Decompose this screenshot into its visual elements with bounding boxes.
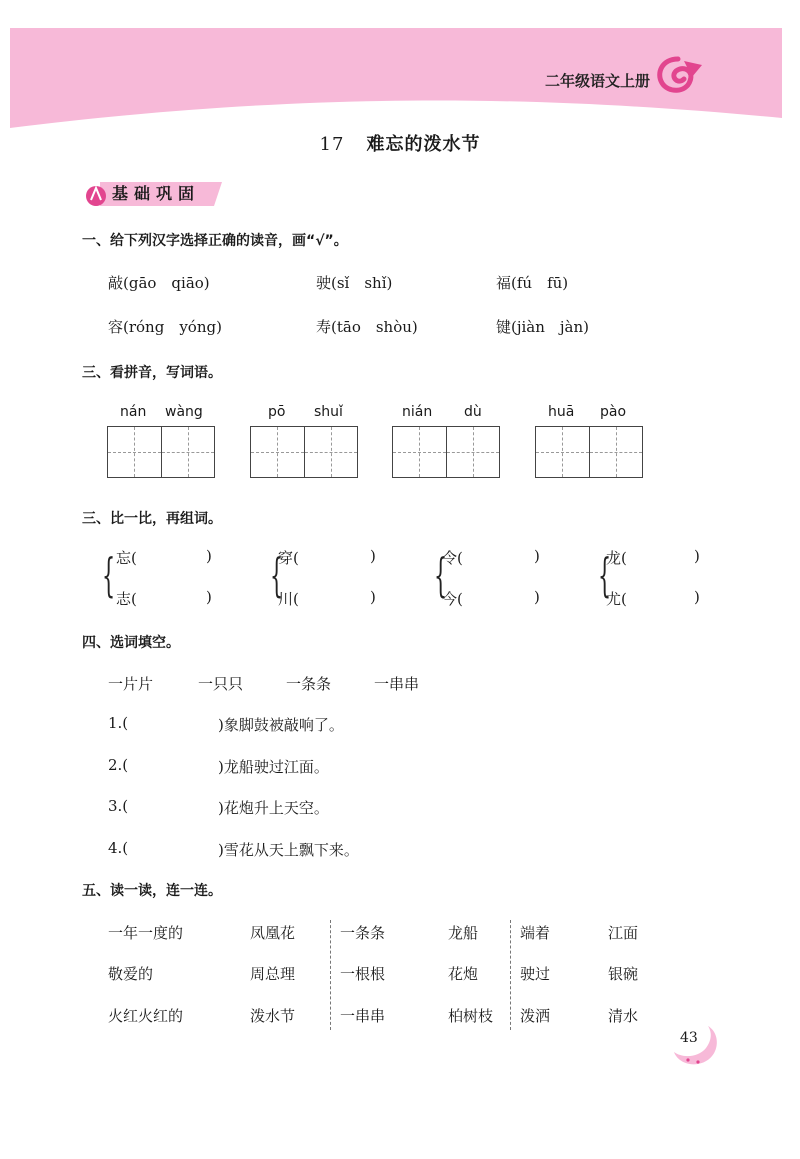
compare-char: 龙( [606, 549, 627, 567]
word-option: 一只只 [198, 675, 244, 693]
sentence-number: 4.( [108, 839, 129, 857]
book-label: 二年级语文上册 [544, 72, 650, 90]
close-paren: ) [206, 547, 212, 565]
match-word[interactable]: 一年一度的 [108, 924, 184, 942]
match-word[interactable]: 龙船 [448, 924, 479, 942]
close-paren: ) [206, 588, 212, 606]
close-paren: ) [694, 588, 700, 606]
brace: { [270, 548, 284, 602]
q1-item: 容(róng yóng) [108, 318, 222, 336]
divider [330, 920, 331, 1030]
pinyin-label: nán [120, 404, 147, 420]
writing-grid[interactable] [107, 426, 215, 478]
match-word[interactable]: 一根根 [340, 965, 386, 983]
sentence-text: )象脚鼓被敲响了。 [218, 716, 344, 734]
brace: { [598, 548, 612, 602]
match-word[interactable]: 凤凰花 [250, 924, 296, 942]
page-number: 43 [680, 1030, 698, 1046]
divider [510, 920, 511, 1030]
word-option: 一条条 [286, 675, 332, 693]
word-option: 一串串 [374, 675, 420, 693]
match-word[interactable]: 驶过 [520, 965, 551, 983]
sentence-text: )雪花从天上飘下来。 [218, 841, 359, 859]
lesson-number: 17 [319, 134, 345, 155]
compare-char: 今( [442, 590, 463, 608]
brace: { [102, 548, 116, 602]
close-paren: ) [370, 547, 376, 565]
question-2-title: 三、看拼音，写词语。 [82, 365, 222, 381]
writing-grid[interactable] [535, 426, 643, 478]
match-word[interactable]: 清水 [608, 1007, 639, 1025]
match-word[interactable]: 泼洒 [520, 1007, 551, 1025]
compare-char: 川( [278, 590, 299, 608]
pinyin-label: shuǐ [314, 404, 343, 420]
pinyin-label: wàng [165, 404, 203, 420]
writing-grid[interactable] [392, 426, 500, 478]
q1-item: 键(jiàn jàn) [496, 318, 590, 336]
sentence-text: )龙船驶过江面。 [218, 758, 329, 776]
question-3-title: 三、比一比，再组词。 [82, 511, 222, 527]
pinyin-label: pào [600, 404, 627, 420]
lesson-title [0, 130, 800, 156]
close-paren: ) [534, 588, 540, 606]
q1-item: 福(fú fū) [496, 274, 569, 292]
pinyin-label: pō [268, 404, 286, 420]
match-word[interactable]: 敬爱的 [108, 965, 154, 983]
pinyin-label: huā [548, 404, 575, 420]
swirl-logo-icon [650, 55, 706, 99]
q1-item: 寿(tāo shòu) [316, 318, 418, 336]
match-word[interactable]: 泼水节 [250, 1007, 296, 1025]
close-paren: ) [694, 547, 700, 565]
sentence-number: 1.( [108, 714, 129, 732]
writing-grid[interactable] [250, 426, 358, 478]
match-word[interactable]: 银碗 [608, 965, 639, 983]
sentence-number: 2.( [108, 756, 129, 774]
match-word[interactable]: 柏树枝 [448, 1007, 494, 1025]
match-word[interactable]: 花炮 [448, 965, 479, 983]
close-paren: ) [534, 547, 540, 565]
word-option: 一片片 [108, 675, 154, 693]
pinyin-label: nián [402, 404, 433, 420]
compare-char: 穿( [278, 549, 299, 567]
q1-item: 驶(sǐ shǐ) [316, 274, 393, 292]
compare-char: 志( [116, 590, 137, 608]
match-word[interactable]: 周总理 [250, 965, 296, 983]
pinyin-label: dù [464, 404, 482, 420]
match-word[interactable]: 一条条 [340, 924, 386, 942]
sentence-number: 3.( [108, 797, 129, 815]
match-word[interactable]: 一串串 [340, 1007, 386, 1025]
compare-char: 忘( [116, 549, 137, 567]
match-word[interactable]: 江面 [608, 924, 639, 942]
compare-char: 尤( [606, 590, 627, 608]
lesson-name: 难忘的泼水节 [366, 134, 481, 155]
brace: { [434, 548, 448, 602]
compare-char: 令( [442, 549, 463, 567]
q1-item: 敲(gāo qiāo) [108, 274, 210, 292]
match-word[interactable]: 火红火红的 [108, 1007, 184, 1025]
question-5-title: 五、读一读，连一连。 [82, 883, 222, 899]
close-paren: ) [370, 588, 376, 606]
sentence-text: )花炮升上天空。 [218, 799, 329, 817]
section-label: 基础巩固 [112, 184, 201, 203]
question-4-title: 四、选词填空。 [82, 635, 180, 651]
question-1-title: 一、给下列汉字选择正确的读音，画“√”。 [82, 233, 348, 249]
match-word[interactable]: 端着 [520, 924, 551, 942]
